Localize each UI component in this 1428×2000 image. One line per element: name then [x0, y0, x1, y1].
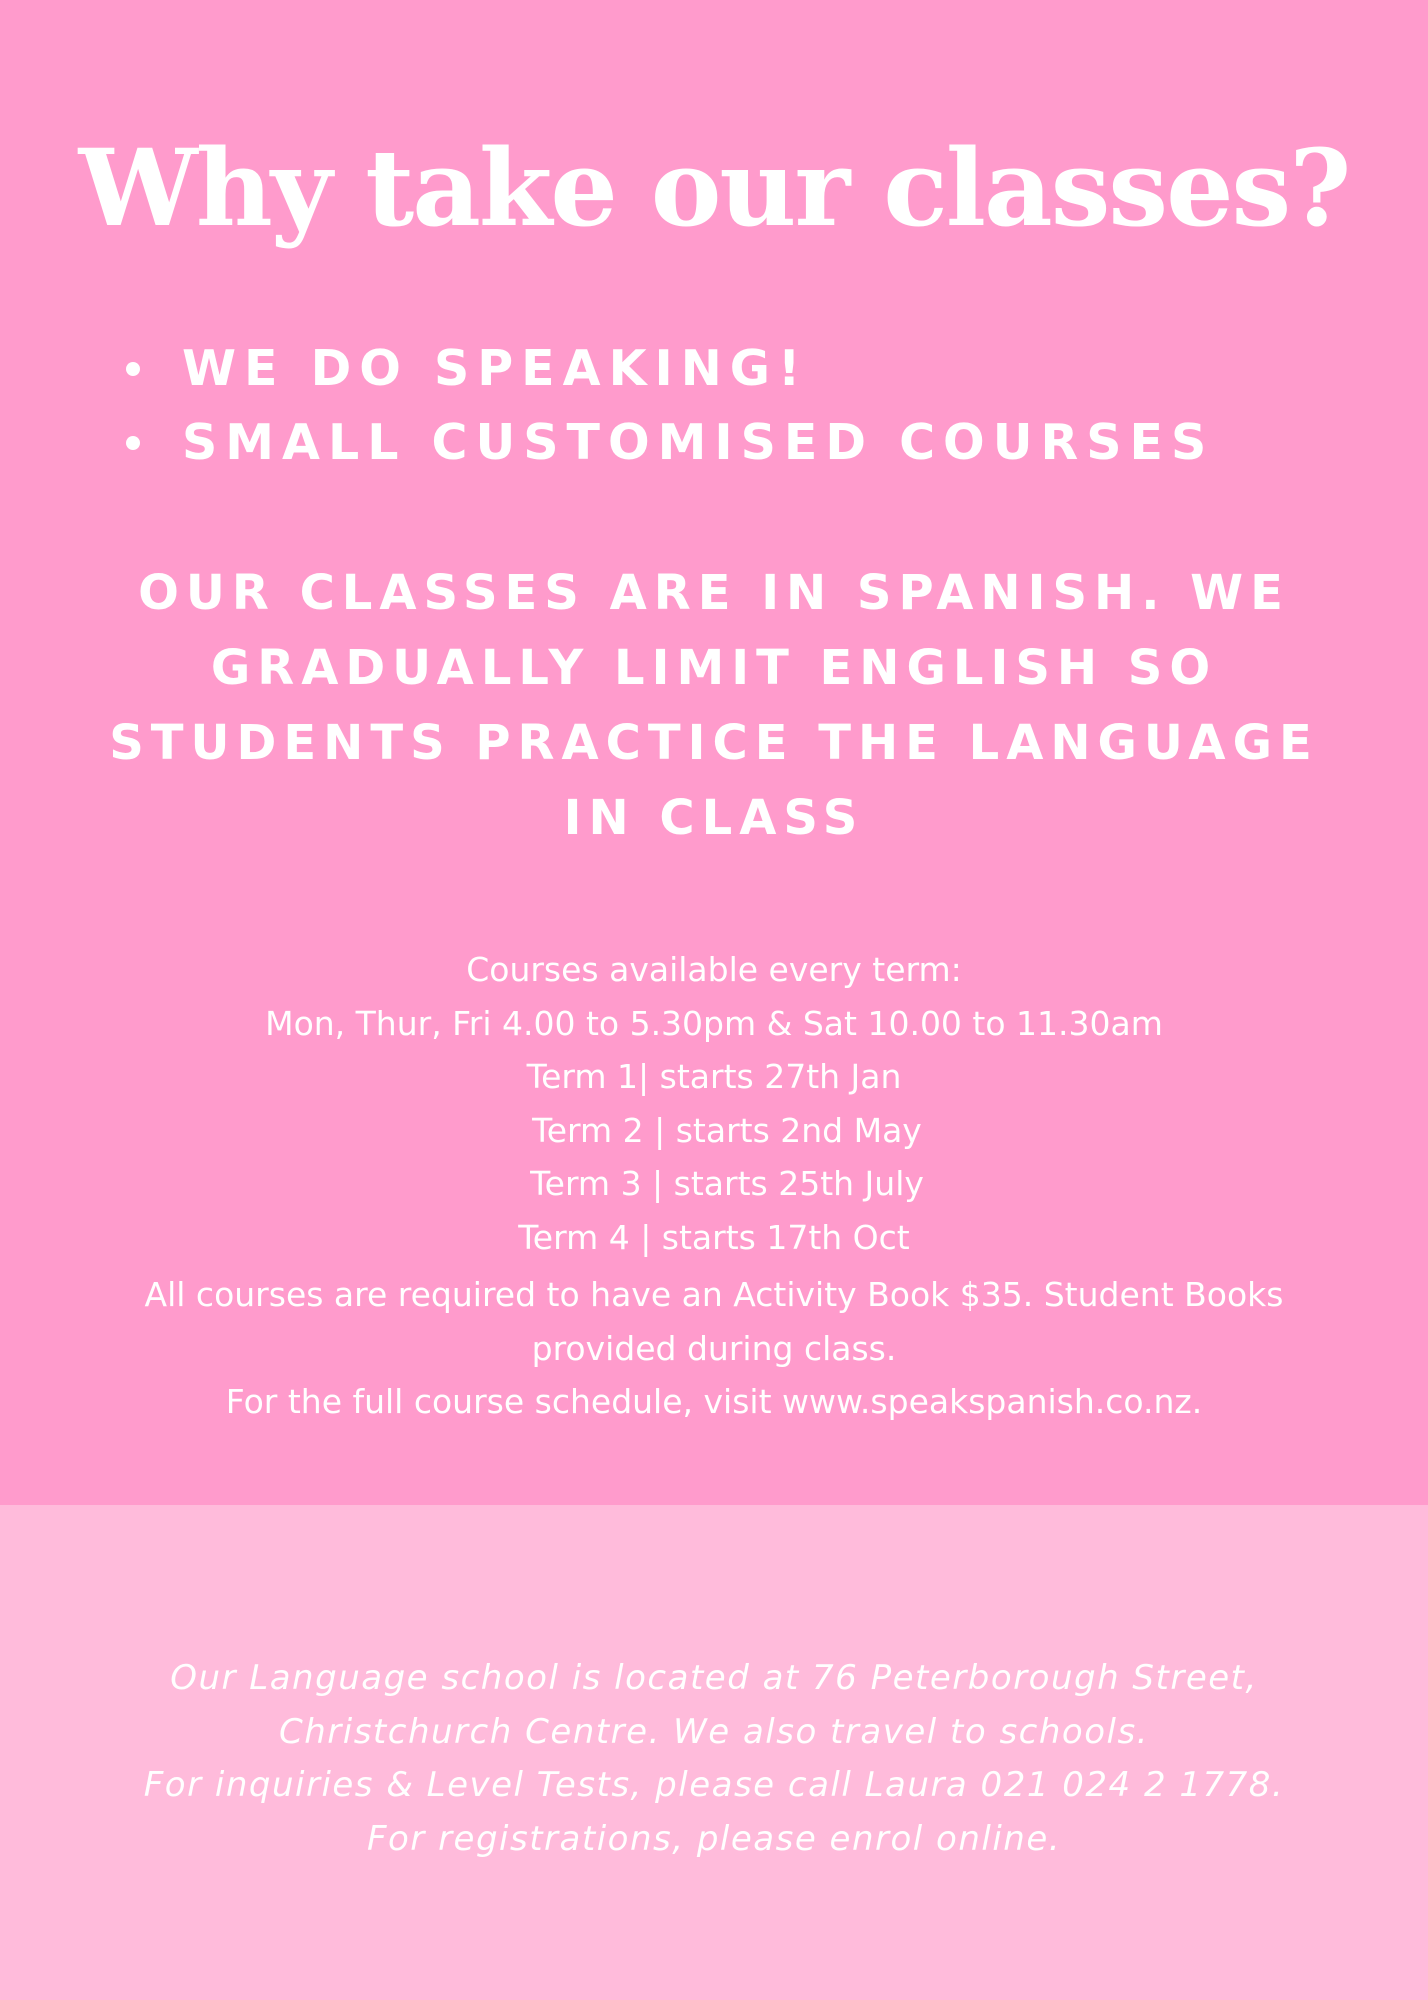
- courses-heading: Courses available every term:: [466, 950, 962, 989]
- feature-label: SMALL CUSTOMISED COURSES: [182, 414, 1215, 471]
- term-item: Term 1| starts 27th Jan: [526, 1057, 902, 1096]
- courses-schedule: Mon, Thur, Fri 4.00 to 5.30pm & Sat 10.00 to 11.30am: [265, 1003, 1163, 1043]
- footer-line: Our Language school is located at 76 Peterborough Street,: [170, 1658, 1258, 1698]
- footer-line: For registrations, please enrol online.: [366, 1818, 1062, 1859]
- courses-info: [114, 943, 1314, 1429]
- page-title: Why take our classes?: [78, 125, 1350, 250]
- schedule-link-text: For the full course schedule, visit www.speakspanish.co.nz.: [225, 1382, 1203, 1421]
- location-footer: [114, 1652, 1314, 1866]
- feature-item: [118, 332, 1214, 406]
- footer-line: For inquiries & Level Tests, please call Laura 021 024 2 1778.: [143, 1765, 1285, 1805]
- statement-line: STUDENTS PRACTICE THE LANGUAGE: [109, 715, 1319, 771]
- term-item: Term 2 | starts 2nd May: [532, 1110, 922, 1150]
- footer-line: Christchurch Centre. We also travel to schools.: [279, 1711, 1149, 1752]
- books-note: All courses are required to have an Activity Book $35. Student Books: [144, 1275, 1284, 1314]
- statement-line: GRADUALLY LIMIT ENGLISH SO: [210, 640, 1218, 696]
- statement-line: IN CLASS: [563, 790, 865, 846]
- books-note: provided during class.: [531, 1328, 897, 1368]
- feature-item: [118, 406, 1214, 480]
- statement-line: OUR CLASSES ARE IN SPANISH. WE: [138, 565, 1290, 621]
- term-item: Term 3 | starts 25th July: [530, 1164, 924, 1203]
- language-statement: [100, 556, 1328, 856]
- feature-label: WE DO SPEAKING!: [182, 340, 809, 397]
- bullet-icon: [126, 362, 140, 376]
- feature-list: [118, 332, 1214, 480]
- bullet-icon: [126, 436, 140, 450]
- term-item: Term 4 | starts 17th Oct: [518, 1217, 910, 1257]
